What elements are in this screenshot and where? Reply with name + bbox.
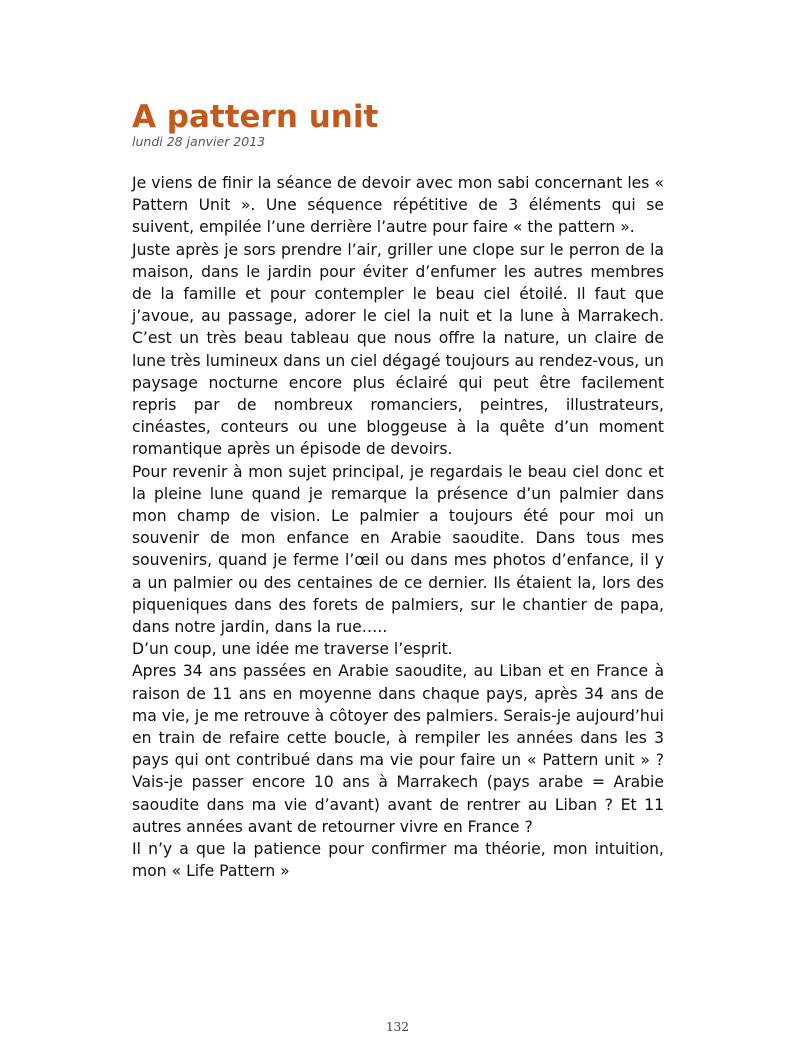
page-number: 132 [386,1020,409,1034]
paragraph: D’un coup, une idée me traverse l’esprit. [132,640,453,659]
post-date: lundi 28 janvier 2013 [132,134,266,149]
paragraph: Pour revenir à mon sujet principal, je regardais le beau ciel donc et la pleine lune quand je remarque la présence d’un palmier dans mon champ de vision. Le palmier a toujours été pour moi un souvenir de mon enfance en Arabie saoudite. Dans tous mes souvenirs, quand je ferme l’œil ou dans mes photos d’enfance, il y a un palmier ou des centaines de ce dernier. Ils étaient la, lors des piqueniques dans des forets de palmiers, sur le chantier de papa, dans notre jardin, dans la rue….. [132,462,664,637]
paragraph: Apres 34 ans passées en Arabie saoudite, au Liban et en France à raison de 11 ans en moyenne dans chaque pays, après 34 ans de ma vie, je me retrouve à côtoyer des palmiers. Serais-je aujourd’hui en train de refaire cette boucle, à rempiler les années dans les 3 pays qui ont contribué dans ma vie pour faire un « Pattern unit » ? Vais-je passer encore 10 ans à Marrakech (pays arabe = Arabie saoudite dans ma vie d’avant) avant de rentrer au Liban ? Et 11 autres années avant de retourner vivre en France ? [132,662,664,836]
paragraph: Je viens de finir la séance de devoir avec mon sabi concernant les « Pattern Unit ». Une séquence répétitive de 3 éléments qui se suivent, empilée l’une derrière l’autre pour faire « the pattern ». [132,174,664,237]
paragraph: Il n’y a que la patience pour confirmer ma théorie, mon intuition, mon « Life Pattern » [132,840,664,881]
paragraph: Juste après je sors prendre l’air, griller une clope sur le perron de la maison, dans le jardin pour éviter d’enfumer les autres membres de la famille et pour contempler le beau ciel étoilé. Il faut que j’avoue, au passage, adorer le ciel la nuit et la lune à Marrakech. C’est un très beau tableau que nous offre la nature, un claire de lune très lumineux dans un ciel dégagé toujours au rendez-vous, un paysage nocturne encore plus éclairé qui peut être facilement repris par de nombreux romanciers, peintres, illustrateurs, cinéastes, conteurs ou une bloggeuse à la quête d’un moment romantique après un épisode de devoirs. [132,240,664,459]
post-title: A pattern unit [132,99,379,135]
post-body [132,172,664,883]
